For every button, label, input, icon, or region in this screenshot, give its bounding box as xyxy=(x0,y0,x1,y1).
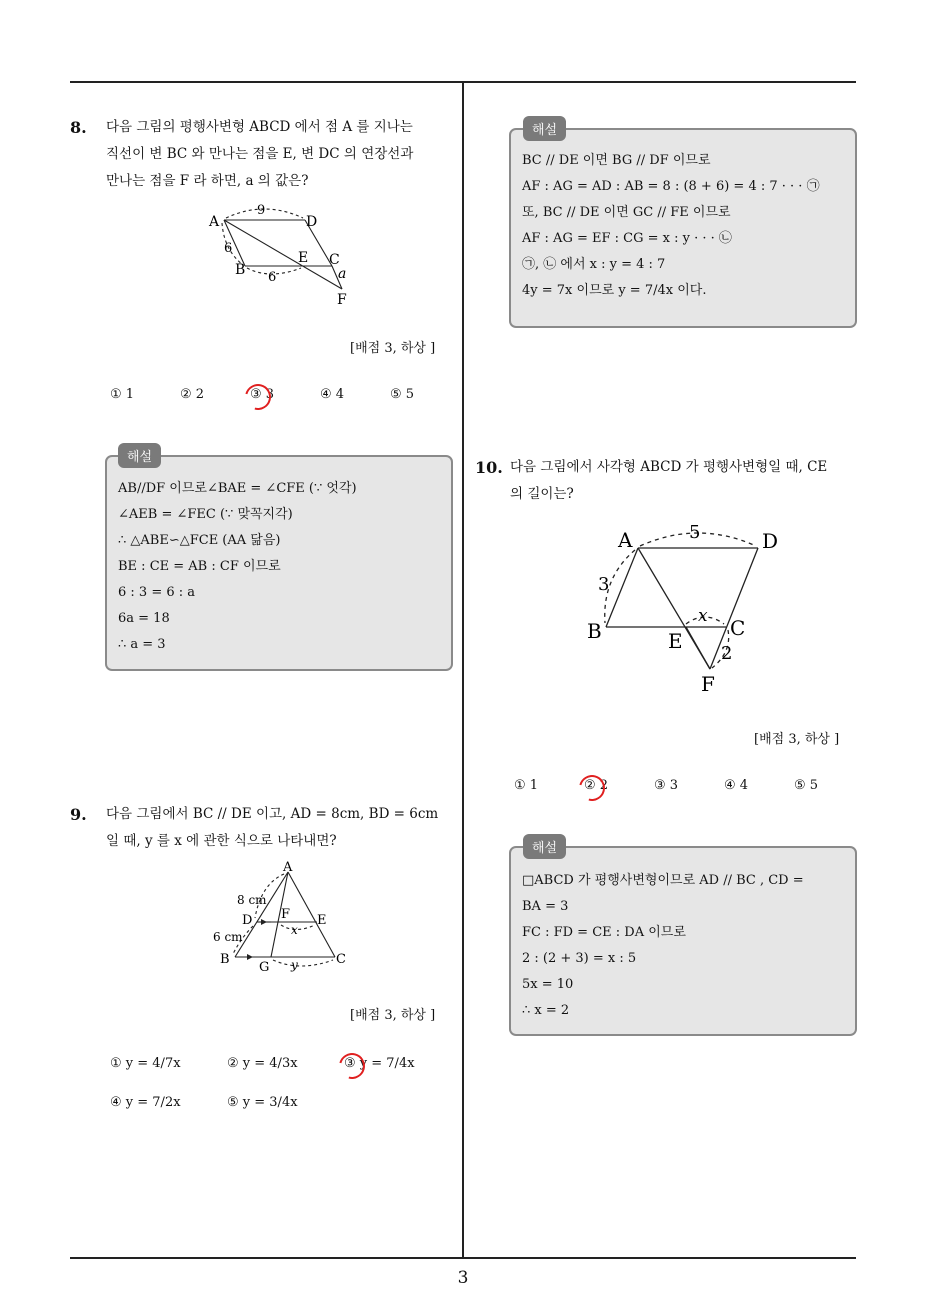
solution-line: BA = 3 xyxy=(522,899,569,914)
question-8-line: 다음 그림의 평행사변형 ABCD 에서 점 A 를 지나는 xyxy=(106,119,413,135)
figure-label-x: x xyxy=(291,923,298,937)
solution-line: ㉠, ㉡ 에서 x : y = 4 : 7 xyxy=(522,257,666,272)
choice-2[interactable]: ② 2 xyxy=(180,387,205,402)
figure-label-ab: 6 xyxy=(224,241,233,256)
figure-label-e: E xyxy=(298,250,309,266)
figure-label-b: B xyxy=(235,262,246,278)
solution-line: 6a = 18 xyxy=(118,611,170,626)
question-10-line: 다음 그림에서 사각형 ABCD 가 평행사변형일 때, CE xyxy=(510,459,828,475)
figure-label-ad: 8 cm xyxy=(237,893,267,907)
figure-label-y: y xyxy=(291,958,298,972)
figure-label-be: 6 xyxy=(268,270,277,285)
choice-3[interactable]: ③ 3 xyxy=(654,778,679,793)
page-number: 3 xyxy=(457,1268,469,1288)
figure-label-c: C xyxy=(329,252,340,268)
figure-label-a: A xyxy=(283,860,293,875)
figure-label-f: F xyxy=(337,292,347,308)
figure-label-b: B xyxy=(220,952,230,967)
figure-label-x: x xyxy=(698,606,708,626)
choice-3[interactable]: ③ 3 xyxy=(250,387,275,402)
column-divider xyxy=(462,81,464,1258)
answer-mark xyxy=(574,770,610,806)
solution-tag: 해설 xyxy=(118,443,161,468)
solution-line: 5x = 10 xyxy=(522,977,574,992)
figure-label-c: C xyxy=(730,616,746,640)
figure-label-f: F xyxy=(701,672,715,696)
question-8-number: 8. xyxy=(70,118,87,137)
solution-tag: 해설 xyxy=(523,116,566,141)
figure-label-a: A xyxy=(618,528,633,552)
figure-label-cf: a xyxy=(338,266,347,282)
question-8-text xyxy=(106,114,413,195)
choice-3[interactable]: ③ y = 7/4x xyxy=(344,1056,415,1071)
figure-label-f: F xyxy=(281,907,291,922)
figure-label-b: B xyxy=(587,619,602,643)
figure-label-ab: 3 xyxy=(598,574,610,595)
answer-mark xyxy=(240,379,276,415)
question-10-score: [배점 3, 하상 ] xyxy=(754,732,840,747)
question-8-solution-box xyxy=(105,455,453,671)
solution-line: 2 : (2 + 3) = x : 5 xyxy=(522,951,637,966)
solution-line: BE : CE = AB : CF 이므로 xyxy=(118,559,281,574)
solution-line: BC // DE 이면 BG // DF 이므로 xyxy=(522,153,711,168)
choice-4[interactable]: ④ y = 7/2x xyxy=(110,1095,181,1110)
choice-1[interactable]: ① 1 xyxy=(110,387,135,402)
solution-line: 6 : 3 = 6 : a xyxy=(118,585,196,600)
question-9-figure xyxy=(205,860,365,978)
figure-label-ad: 9 xyxy=(257,203,266,218)
question-9-solution-box xyxy=(509,128,857,328)
question-9-line: 다음 그림에서 BC // DE 이고, AD = 8cm, BD = 6cm xyxy=(106,806,439,822)
figure-label-a: A xyxy=(209,214,220,230)
question-8-figure xyxy=(200,198,370,310)
figure-label-cf: 2 xyxy=(721,643,733,664)
question-10-line: 의 길이는? xyxy=(510,486,574,502)
question-9-text xyxy=(106,801,438,855)
question-10-figure xyxy=(580,520,790,700)
solution-line: AF : AG = AD : AB = 8 : (8 + 6) = 4 : 7 · · · ㉠ xyxy=(522,179,820,194)
solution-line: 또, BC // DE 이면 GC // FE 이므로 xyxy=(522,205,731,220)
question-9-score: [배점 3, 하상 ] xyxy=(350,1008,436,1023)
solution-line: 4y = 7x 이므로 y = 7/4x 이다. xyxy=(522,283,707,298)
question-9-number: 9. xyxy=(70,805,87,824)
figure-label-d: D xyxy=(242,913,253,928)
choice-4[interactable]: ④ 4 xyxy=(320,387,345,402)
figure-label-bd: 6 cm xyxy=(213,930,243,944)
figure-label-d: D xyxy=(306,214,318,230)
solution-line: □ABCD 가 평행사변형이므로 AD // BC , CD = xyxy=(522,873,804,888)
solution-line: ∴ △ABE∽△FCE (AA 닮음) xyxy=(118,533,281,548)
question-10-solution-box xyxy=(509,846,857,1036)
choice-1[interactable]: ① 1 xyxy=(514,778,539,793)
question-9-line: 일 때, y 를 x 에 관한 식으로 나타내면? xyxy=(106,833,337,849)
solution-line: AF : AG = EF : CG = x : y · · · ㉡ xyxy=(522,231,732,246)
solution-line: ∴ a = 3 xyxy=(118,637,166,652)
figure-label-ad: 5 xyxy=(689,522,701,543)
question-8-score: [배점 3, 하상 ] xyxy=(350,341,436,356)
solution-line: ∴ x = 2 xyxy=(522,1003,570,1018)
choice-4[interactable]: ④ 4 xyxy=(724,778,749,793)
solution-tag: 해설 xyxy=(523,834,566,859)
choice-1[interactable]: ① y = 4/7x xyxy=(110,1056,181,1071)
choice-5[interactable]: ⑤ 5 xyxy=(390,387,415,402)
bottom-rule xyxy=(70,1257,856,1259)
figure-label-c: C xyxy=(336,952,346,967)
figure-label-e: E xyxy=(317,913,327,928)
question-8-line: 만나는 점을 F 라 하면, a 의 값은? xyxy=(106,173,309,189)
figure-label-g: G xyxy=(259,960,270,975)
choice-2[interactable]: ② y = 4/3x xyxy=(227,1056,298,1071)
choice-5[interactable]: ⑤ 5 xyxy=(794,778,819,793)
solution-line: AB//DF 이므로∠BAE = ∠CFE (∵ 엇각) xyxy=(118,481,357,496)
choice-5[interactable]: ⑤ y = 3/4x xyxy=(227,1095,298,1110)
figure-label-d: D xyxy=(762,529,779,553)
solution-line: ∠AEB = ∠FEC (∵ 맞꼭지각) xyxy=(118,507,293,522)
question-10-number: 10. xyxy=(475,458,503,477)
answer-mark xyxy=(334,1048,370,1084)
question-10-text xyxy=(510,454,827,508)
solution-line: FC : FD = CE : DA 이므로 xyxy=(522,925,686,940)
figure-label-e: E xyxy=(668,629,683,653)
question-8-line: 직선이 변 BC 와 만나는 점을 E, 변 DC 의 연장선과 xyxy=(106,146,414,162)
choice-2[interactable]: ② 2 xyxy=(584,778,609,793)
